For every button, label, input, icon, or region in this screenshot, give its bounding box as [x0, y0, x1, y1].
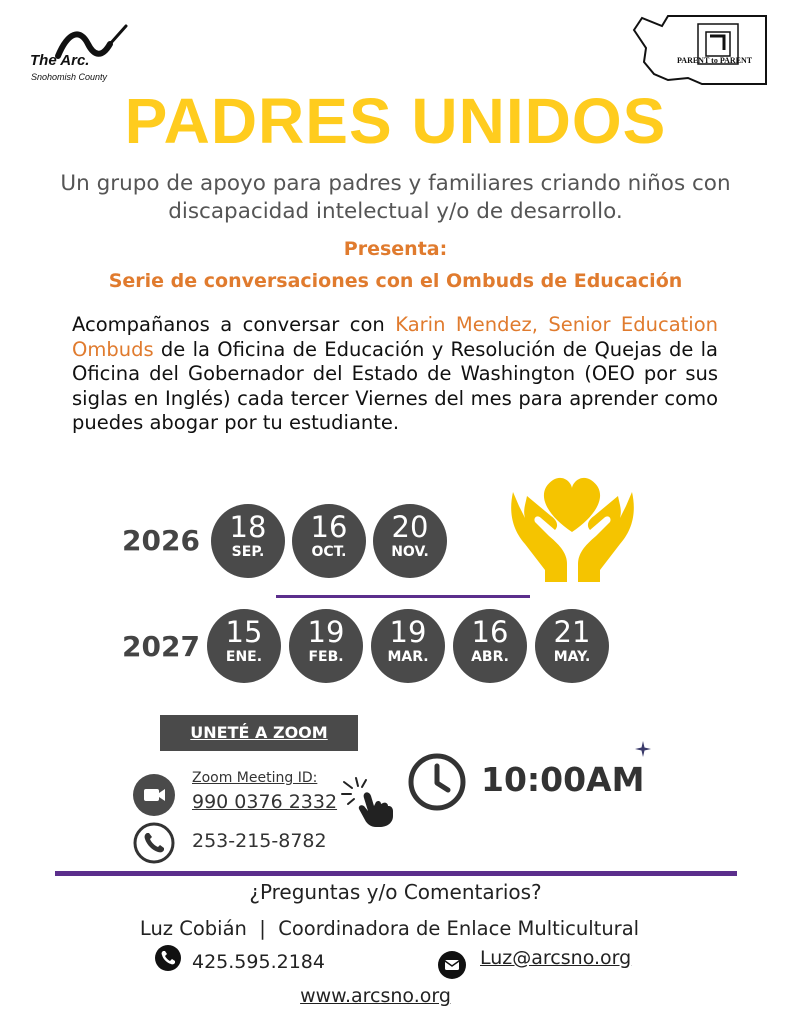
- website-link[interactable]: www.arcsno.org: [300, 985, 451, 1007]
- year-2026-label: 2026: [122, 524, 200, 557]
- date-day: 18: [229, 510, 267, 544]
- zoom-meeting-id[interactable]: 990 0376 2332: [192, 791, 338, 813]
- date-month: MAR.: [387, 649, 429, 665]
- meeting-time: 10:00AM: [481, 760, 645, 799]
- phone-icon: [155, 945, 181, 971]
- date-month: FEB.: [308, 649, 344, 665]
- click-hand-icon: [340, 776, 396, 828]
- arc-logo-county: Snohomish County: [31, 72, 108, 82]
- description-rest: de la Oficina de Educación y Resolución de Quejas de la Oficina del Gobernador del Estado de Washington (OEO por sus siglas en Inglés) cada tercer Viernes del mes para aprender como puedes abogar por tu estudiante.: [72, 337, 718, 434]
- date-day: 19: [389, 615, 427, 649]
- p2p-logo-text: PARENT to PARENT: [677, 56, 753, 65]
- year-2027-label: 2027: [122, 630, 200, 663]
- sparkle-icon: [635, 741, 651, 757]
- date-day: 16: [310, 510, 348, 544]
- mail-icon: [438, 951, 466, 979]
- arc-logo-name: The Arc.: [30, 52, 90, 69]
- contact-email-link[interactable]: Luz@arcsno.org: [480, 947, 632, 969]
- presenta-label: Presenta:: [343, 238, 448, 260]
- date-day: 20: [391, 510, 429, 544]
- date-badge: [211, 504, 285, 578]
- date-month: MAY.: [553, 649, 591, 665]
- questions-heading: ¿Preguntas y/o Comentarios?: [249, 880, 542, 904]
- date-month: ENE.: [225, 649, 263, 665]
- zoom-id-label: Zoom Meeting ID:: [192, 770, 318, 786]
- date-month: OCT.: [311, 544, 347, 560]
- date-badge: [373, 504, 447, 578]
- clock-icon: [407, 752, 467, 812]
- date-badge: [535, 609, 609, 683]
- date-badge: [207, 609, 281, 683]
- date-month: NOV.: [391, 544, 429, 560]
- date-badge: [289, 609, 363, 683]
- footer-divider: [55, 871, 737, 876]
- description: [72, 313, 718, 436]
- date-badge: [453, 609, 527, 683]
- date-day: 19: [307, 615, 345, 649]
- video-camera-icon: [133, 774, 175, 816]
- date-day: 15: [225, 615, 263, 649]
- description-intro: Acompañanos a conversar con: [72, 313, 396, 336]
- series-title: Serie de conversaciones con el Ombuds de Educación: [108, 270, 683, 292]
- date-day: 21: [553, 615, 591, 649]
- date-month: SEP.: [231, 544, 265, 560]
- phone-icon: [132, 821, 176, 865]
- date-badge: [292, 504, 366, 578]
- contact-phone[interactable]: 425.595.2184: [192, 951, 325, 973]
- date-badge: [371, 609, 445, 683]
- zoom-phone-number[interactable]: 253-215-8782: [192, 830, 327, 852]
- heart-hands-icon: [505, 470, 640, 585]
- contact-name: Luz Cobián | Coordinadora de Enlace Multicultural: [139, 917, 640, 940]
- join-zoom-button[interactable]: UNETÉ A ZOOM: [160, 715, 358, 751]
- date-day: 16: [471, 615, 509, 649]
- subtitle: Un grupo de apoyo para padres y familiares criando niños con discapacidad intelectual y/o de desarrollo.: [60, 171, 731, 224]
- date-month: ABR.: [471, 649, 509, 665]
- washington-map-icon: [628, 12, 770, 90]
- page-title: PADRES UNIDOS: [124, 85, 667, 157]
- speaker-name: Karin Mendez, Senior Education Ombuds: [72, 313, 718, 361]
- divider: [276, 595, 530, 598]
